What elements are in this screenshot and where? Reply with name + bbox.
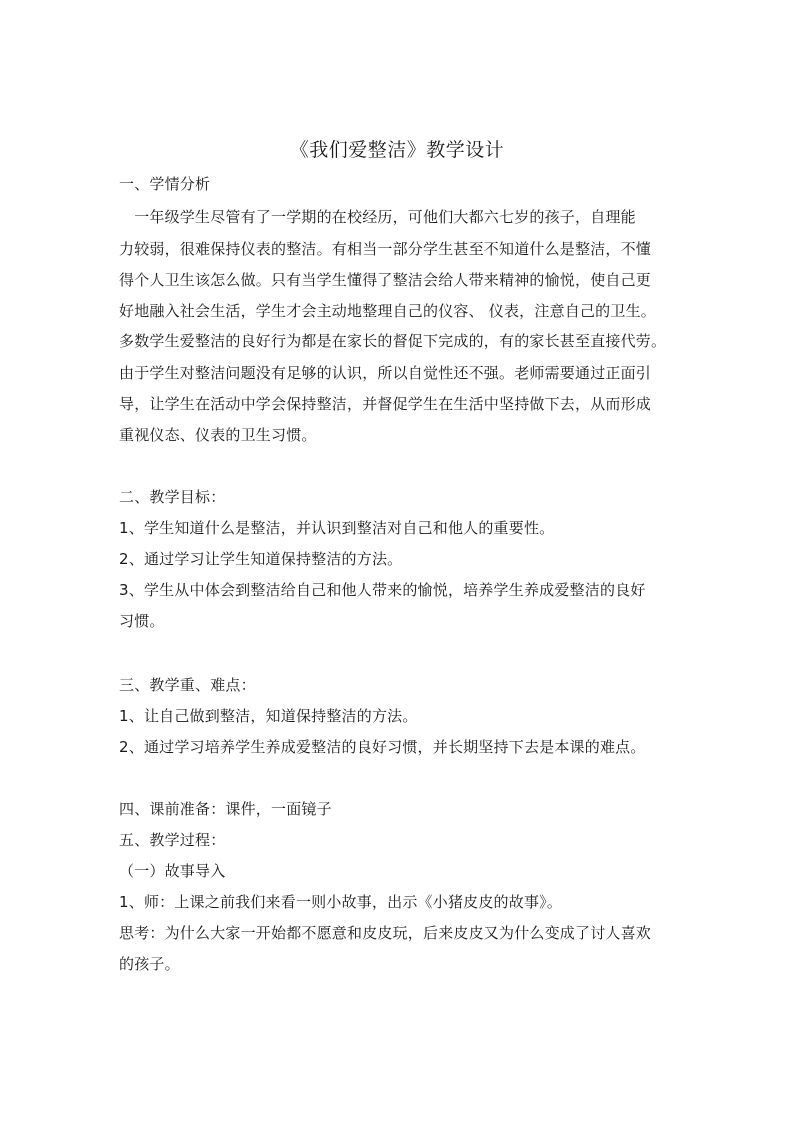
paragraph-line: 好地融入社会生活，学生才会主动地整理自己的仪容、 仪表，注意自己的卫生。 (119, 302, 656, 320)
section-heading-learner-analysis: 一、学情分析 (119, 175, 211, 193)
section-heading-key-points: 三、教学重、难点： (119, 676, 256, 694)
paragraph-line: 导，让学生在活动中学会保持整洁，并督促学生在生活中坚持做下去，从而形成 (119, 395, 652, 413)
paragraph-line: 由于学生对整洁问题没有足够的认识，所以自觉性还不强。老师需要通过正面引 (119, 364, 652, 382)
list-item: 1、让自己做到整洁，知道保持整洁的方法。 (119, 707, 418, 725)
section-heading-preparation: 四、课前准备：课件，一面镜子 (119, 800, 332, 818)
paragraph-line: 一年级学生尽管有了一学期的在校经历，可他们大都六七岁的孩子，自理能 (119, 208, 636, 226)
section-heading-teaching-process: 五、教学过程： (119, 831, 226, 849)
list-item: 2、通过学习让学生知道保持整洁的方法。 (119, 550, 403, 568)
list-item: 1、师：上课之前我们来看一则小故事，出示《小猪皮皮的故事》。 (119, 893, 563, 911)
paragraph-line: 重视仪态、仪表的卫生习惯。 (119, 426, 317, 444)
list-item: 思考：为什么大家一开始都不愿意和皮皮玩，后来皮皮又为什么变成了讨人喜欢 (119, 924, 652, 942)
paragraph-line: 力较弱，很难保持仪表的整洁。有相当一部分学生甚至不知道什么是整洁，不懂 (119, 240, 652, 258)
list-item: 2、通过学习培养学生养成爱整洁的良好习惯，并长期坚持下去是本课的难点。 (119, 738, 646, 756)
paragraph-line: 多数学生爱整洁的良好行为都是在家长的督促下完成的，有的家长甚至直接代劳。 (119, 332, 667, 350)
section-heading-teaching-goals: 二、教学目标： (119, 488, 226, 506)
paragraph-line: 得个人卫生该怎么做。只有当学生懂得了整洁会给人带来精神的愉悦，使自己更 (119, 271, 652, 289)
list-item: 的孩子。 (119, 955, 180, 973)
subsection-heading: （一）故事导入 (119, 862, 226, 880)
list-item: 1、学生知道什么是整洁，并认识到整洁对自己和他人的重要性。 (119, 519, 555, 537)
list-item: 3、学生从中体会到整洁给自己和他人带来的愉悦，培养学生养成爱整洁的良好 (119, 581, 646, 599)
list-item: 习惯。 (119, 612, 165, 630)
document-title: 《我们爱整洁》教学设计 (289, 139, 505, 161)
